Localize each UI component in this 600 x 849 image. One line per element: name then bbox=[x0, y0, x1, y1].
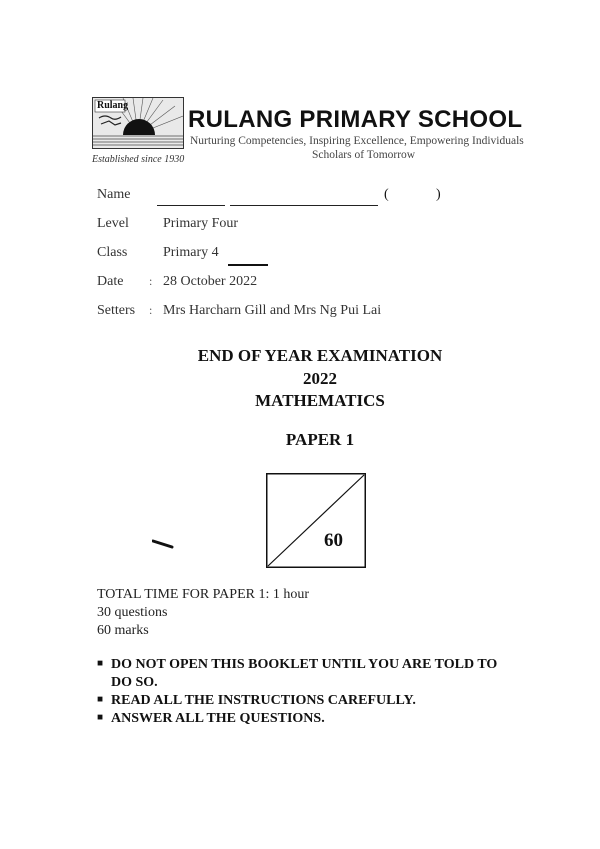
instruction-3-text: ANSWER ALL THE QUESTIONS. bbox=[111, 711, 325, 726]
setters-value: Mrs Harcharn Gill and Mrs Ng Pui Lai bbox=[163, 303, 382, 318]
bullet-icon: ■ bbox=[97, 712, 104, 723]
index-paren-close: ) bbox=[436, 187, 441, 202]
date-label: Date bbox=[97, 274, 124, 289]
level-label: Level bbox=[97, 216, 129, 231]
instruction-1-line2: DO SO. bbox=[111, 675, 158, 690]
instruction-2-text: READ ALL THE INSTRUCTIONS CAREFULLY. bbox=[111, 693, 416, 708]
instruction-2 bbox=[97, 693, 416, 709]
logo-label: Rulang bbox=[97, 100, 129, 111]
stray-pen-mark bbox=[152, 538, 174, 550]
question-count: 30 questions bbox=[97, 605, 168, 620]
name-write-line-2[interactable] bbox=[230, 205, 378, 206]
name-row bbox=[97, 187, 130, 203]
class-value: Primary 4 bbox=[163, 245, 219, 260]
established-note: Established since 1930 bbox=[92, 154, 185, 165]
school-motto-line1: Nurturing Competencies, Inspiring Excellence, Empowering Individuals bbox=[190, 135, 524, 147]
instruction-3 bbox=[97, 711, 325, 727]
marks-box bbox=[266, 473, 366, 568]
setters-row bbox=[97, 303, 382, 319]
level-row bbox=[97, 216, 239, 232]
instruction-1-cont bbox=[97, 675, 158, 691]
index-paren-open: ( bbox=[384, 187, 389, 202]
exam-year: 2022 bbox=[303, 369, 337, 388]
bullet-icon: ■ bbox=[97, 658, 104, 669]
setters-colon: : bbox=[149, 303, 153, 317]
paper-number: PAPER 1 bbox=[285, 430, 355, 449]
class-write-line[interactable] bbox=[228, 264, 268, 266]
marks-total: 60 bbox=[324, 530, 343, 551]
name-label: Name bbox=[97, 187, 131, 202]
bullet-icon: ■ bbox=[97, 694, 104, 705]
setters-label: Setters bbox=[97, 303, 136, 318]
total-marks: 60 marks bbox=[97, 623, 149, 638]
instruction-1 bbox=[97, 657, 497, 673]
school-name: RULANG PRIMARY SCHOOL bbox=[188, 106, 523, 133]
date-value: 28 October 2022 bbox=[163, 274, 258, 289]
exam-subject: MATHEMATICS bbox=[255, 391, 385, 410]
instruction-1-line1: DO NOT OPEN THIS BOOKLET UNTIL YOU ARE TOLD TO bbox=[111, 657, 498, 672]
level-value: Primary Four bbox=[163, 216, 239, 231]
class-row bbox=[97, 245, 219, 261]
school-logo bbox=[92, 97, 184, 149]
exam-title: END OF YEAR EXAMINATION bbox=[197, 346, 443, 365]
class-label: Class bbox=[97, 245, 128, 260]
date-row bbox=[97, 274, 258, 290]
name-write-line-1[interactable] bbox=[157, 205, 225, 206]
school-motto-line2: Scholars of Tomorrow bbox=[312, 149, 416, 161]
total-time: TOTAL TIME FOR PAPER 1: 1 hour bbox=[97, 587, 310, 602]
date-colon: : bbox=[149, 274, 153, 288]
